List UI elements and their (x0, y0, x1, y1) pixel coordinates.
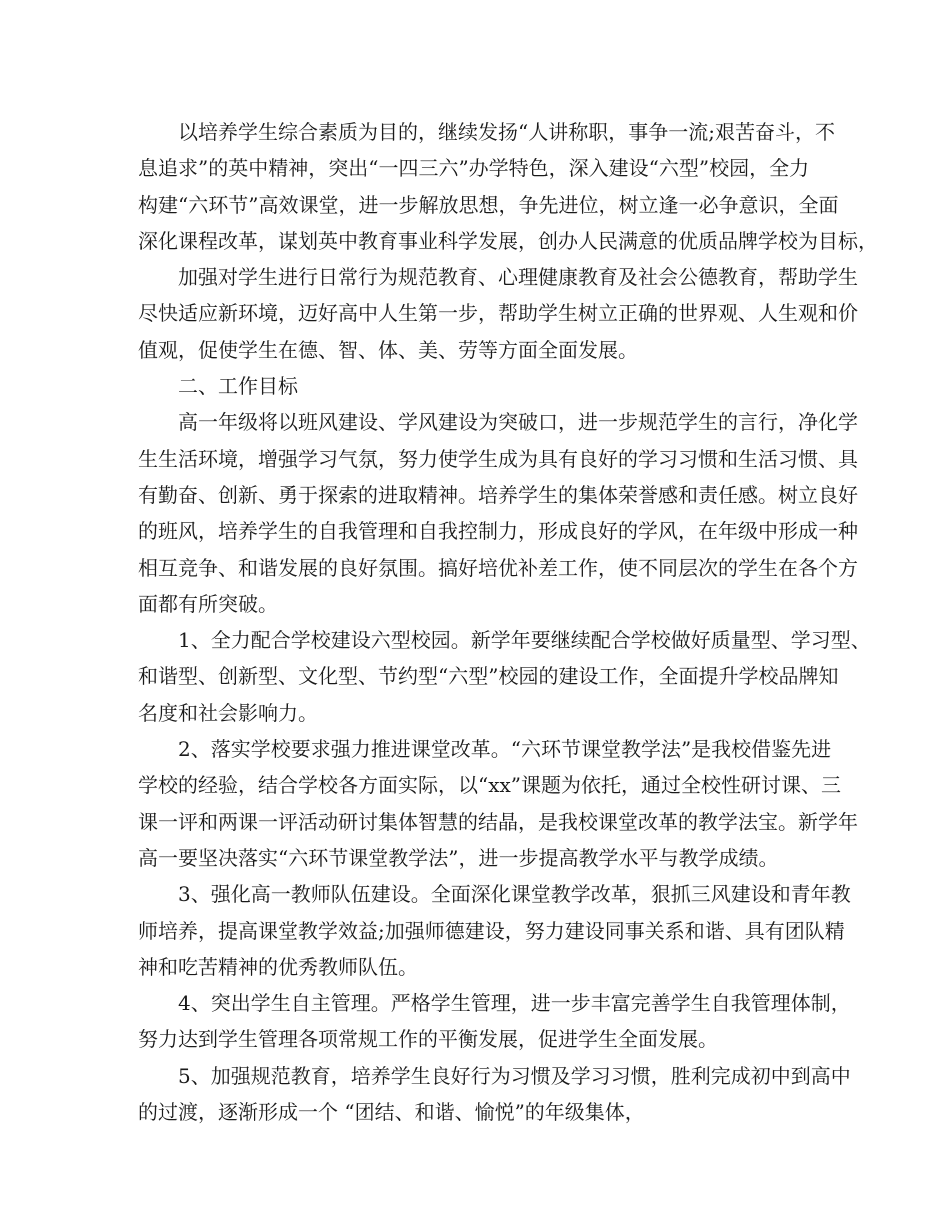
text-line: 2、落实学校要求强力推进课堂改革。“六环节课堂教学法”是我校借鉴先进 (178, 737, 832, 762)
text-line: 课一评和两课一评活动研讨集体智慧的结晶，是我校课堂改革的教学法宝。新学年 (138, 809, 858, 834)
paragraph-intro-education (138, 259, 858, 368)
text-line: 的过渡，逐渐形成一个 “团结、和谐、愉悦”的年级集体， (138, 1100, 645, 1125)
text-line: 神和吃苦精神的优秀教师队伍。 (138, 954, 418, 979)
text-line: 以培养学生综合素质为目的，继续发扬“人讲称职，事争一流;艰苦奋斗，不 (178, 120, 835, 144)
text-line: 构建“六环节”高效课堂，进一步解放思想，争先进位，树立逢一必争意识，全面 (138, 192, 839, 217)
text-line: 面都有所突破。 (138, 591, 278, 616)
text-line: 3、强化高一教师队伍建设。全面深化课堂教学改革，狠抓三风建设和青年教 (178, 882, 851, 907)
text-line: 尽快适应新环境，迈好高中人生第一步，帮助学生树立正确的世界观、人生观和价 (138, 301, 858, 326)
paragraph-goals-overview (138, 404, 858, 622)
text-line: 二、工作目标 (178, 374, 298, 399)
text-line: 有勤奋、创新、勇于探索的进取精神。培养学生的集体荣誉感和责任感。树立良好 (138, 482, 858, 507)
text-line: 深化课程改革，谋划英中教育事业科学发展，创办人民满意的优质品牌学校为目标， (138, 228, 878, 253)
text-line: 的班风，培养学生的自我管理和自我控制力，形成良好的学风，在年级中形成一种 (138, 519, 858, 544)
text-line: 相互竞争、和谐发展的良好氛围。搞好培优补差工作，使不同层次的学生在各个方 (138, 555, 858, 580)
text-line: 名度和社会影响力。 (138, 700, 318, 725)
text-line: 5、加强规范教育，培养学生良好行为习惯及学习习惯，胜利完成初中到高中 (178, 1063, 851, 1088)
paragraph-item-4 (138, 985, 851, 1058)
paragraph-item-1 (138, 622, 871, 731)
text-line: 高一年级将以班风建设、学风建设为突破口，进一步规范学生的言行，净化学 (178, 410, 858, 435)
paragraph-item-5 (138, 1058, 851, 1131)
text-line: 加强对学生进行日常行为规范教育、心理健康教育及社会公德教育，帮助学生 (178, 265, 858, 290)
text-line: 高一要坚决落实“六环节课堂教学法”，进一步提高教学水平与教学成绩。 (138, 845, 779, 870)
paragraph-item-2 (138, 731, 858, 876)
paragraph-heading-goals (138, 368, 824, 404)
document-body (138, 114, 878, 1130)
text-line: 4、突出学生自主管理。严格学生管理，进一步丰富完善学生自我管理体制， (178, 991, 851, 1016)
paragraph-item-3 (138, 876, 851, 985)
text-line: 息追求”的英中精神，突出“一四三六”办学特色，深入建设“六型”校园，全力 (138, 156, 810, 181)
text-line: 和谐型、创新型、文化型、节约型“六型”校园的建设工作，全面提升学校品牌知 (138, 664, 839, 689)
text-line: 师培养，提高课堂教学效益;加强师德建设，努力建设同事关系和谐、具有团队精 (138, 918, 845, 943)
text-line: 值观，促使学生在德、智、体、美、劳等方面全面发展。 (138, 337, 638, 362)
text-line: 生生活环境，增强学习气氛，努力使学生成为具有良好的学习习惯和生活习惯、具 (138, 446, 858, 471)
text-line: 学校的经验，结合学校各方面实际，以“xx”课题为依托，通过全校性研讨课、三 (138, 773, 842, 798)
paragraph-intro-goal (138, 114, 878, 259)
text-line: 努力达到学生管理各项常规工作的平衡发展，促进学生全面发展。 (138, 1027, 718, 1052)
text-line: 1、全力配合学校建设六型校园。新学年要继续配合学校做好质量型、学习型、 (178, 628, 871, 653)
